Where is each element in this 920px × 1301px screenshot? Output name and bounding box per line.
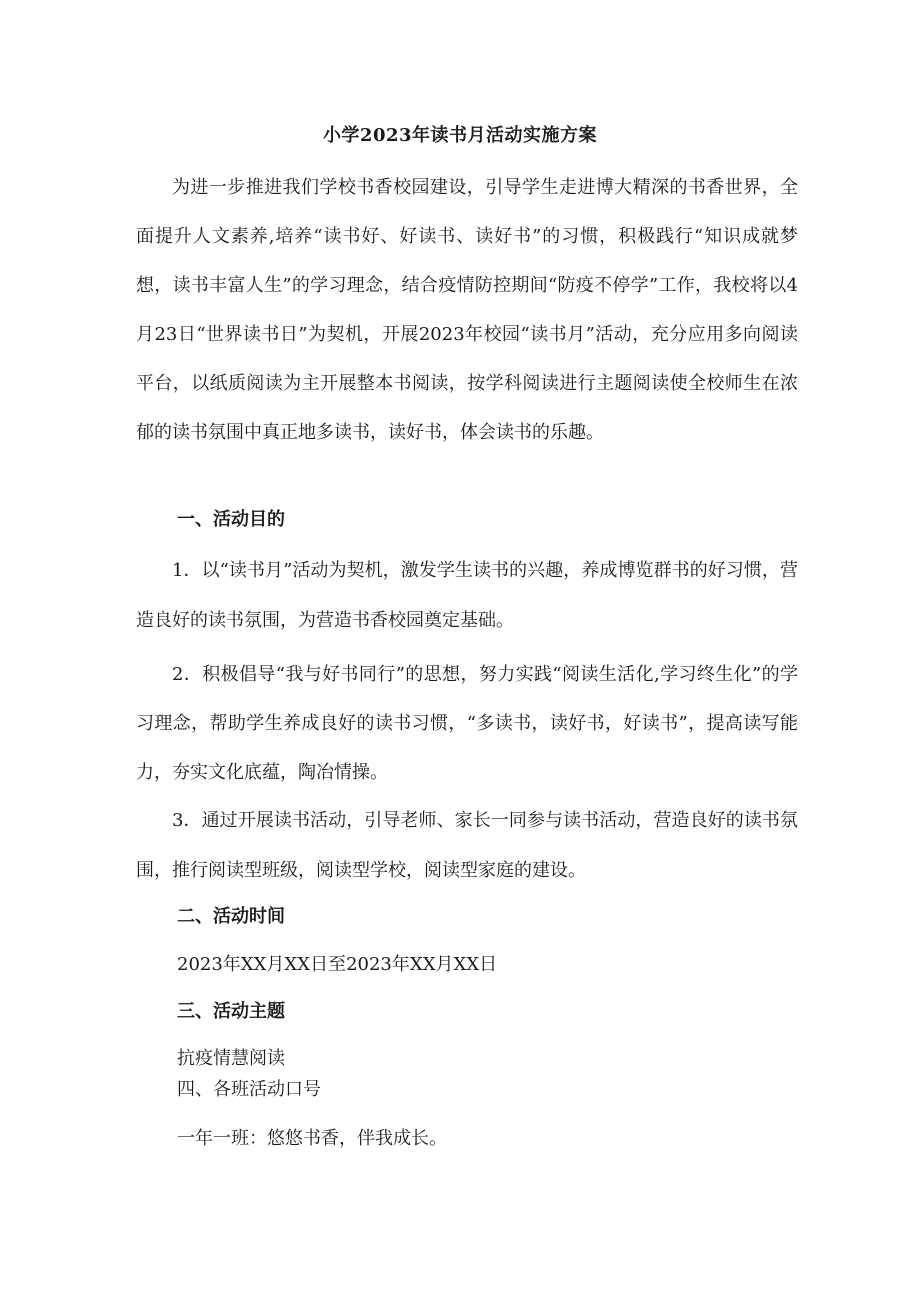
purpose-item-3: 3．通过开展读书活动，引导老师、家长一同参与读书活动，营造良好的读书氛围，推行阅读型班级，阅读型学校，阅读型家庭的建设。 [136, 810, 798, 881]
section3-heading: 三、活动主题 [177, 1001, 285, 1022]
section4-heading: 四、各班活动口号 [177, 1079, 321, 1100]
document-title: 小学2023年读书月活动实施方案 [322, 125, 598, 146]
purpose-item-2: 2．积极倡导“我与好书同行”的思想，努力实践“阅读生活化,学习终生化”的学习理念，帮助学生养成良好的读书习惯，“多读书，读好书，好读书”，提高读写能力，夯实文化底蕴，陶冶情操。 [136, 664, 798, 783]
section2-heading: 二、活动时间 [177, 906, 285, 927]
intro-paragraph: 为进一步推进我们学校书香校园建设，引导学生走进博大精深的书香世界，全面提升人文素养,培养“读书好、好读书、读好书”的习惯，积极践行“知识成就梦想，读书丰富人生”的学习理念，结合疫情防控期间“防疫不停学”工作，我校将以4月23日“世界读书日”为契机，开展2023年校园“读书月”活动，充分应用多向阅读平台，以纸质阅读为主开展整本书阅读，按学科阅读进行主题阅读使全校师生在浓郁的读书氛围中真正地多读书，读好书，体会读书的乐趣。 [136, 177, 798, 443]
section1-heading: 一、活动目的 [177, 509, 285, 530]
class-slogan: 一年一班：悠悠书香，伴我成长。 [177, 1128, 447, 1149]
purpose-item-1: 1．以“读书月”活动为契机，激发学生读书的兴趣，养成博览群书的好习惯，营造良好的读书氛围，为营造书香校园奠定基础。 [136, 560, 798, 631]
activity-time: 2023年XX月XX日至2023年XX月XX日 [177, 954, 498, 975]
activity-theme: 抗疫情慧阅读 [177, 1048, 285, 1069]
